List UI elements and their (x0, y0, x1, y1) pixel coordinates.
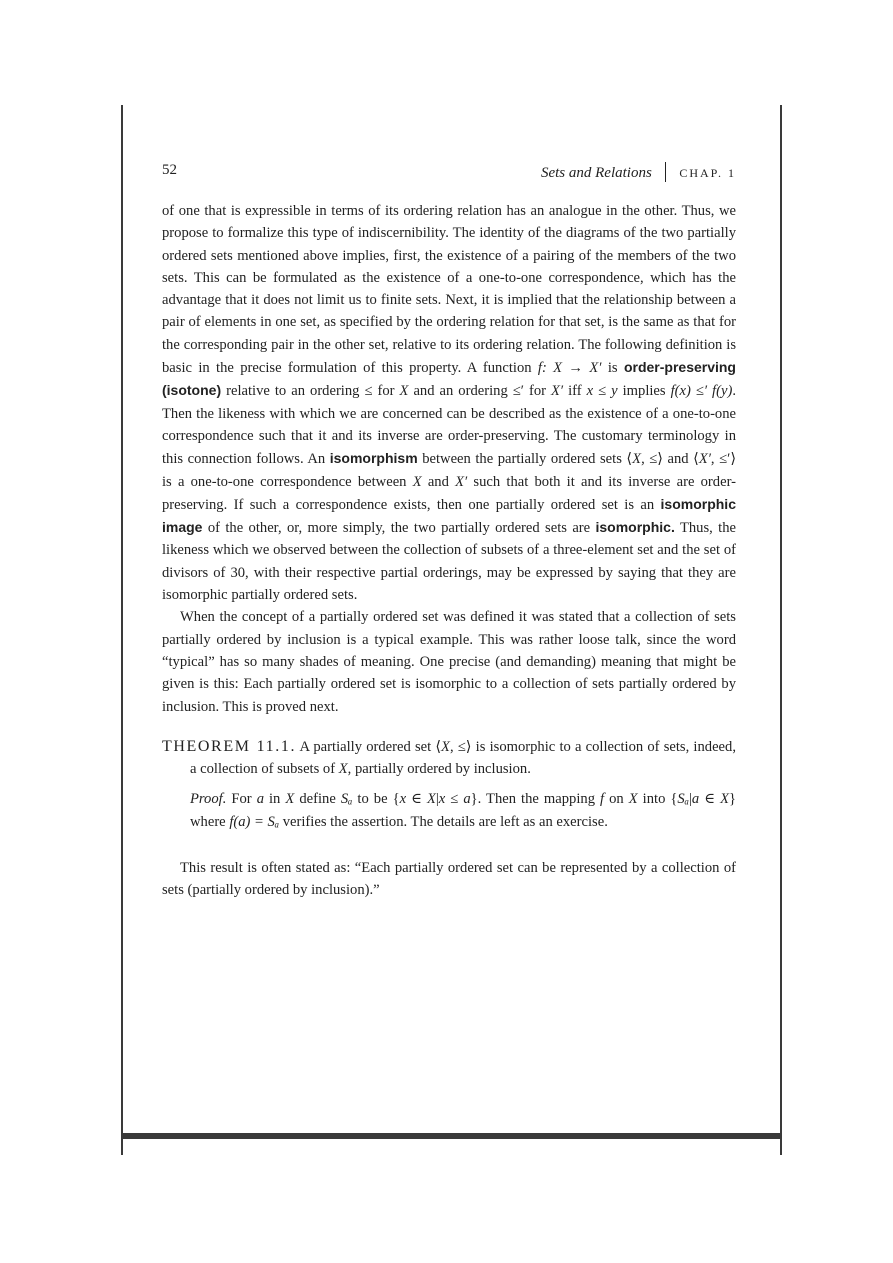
left-page-border-lower (121, 1139, 123, 1155)
page-number: 52 (162, 162, 177, 178)
book-page (162, 158, 736, 902)
theorem-11-1 (162, 736, 736, 781)
paragraph-closing: This result is often stated as: “Each partially ordered set can be represented by a collection of sets (partially ordered by inclusion).” (162, 860, 736, 899)
proof (162, 788, 736, 833)
term-isomorphism: isomorphism (329, 450, 418, 467)
running-head-right (541, 162, 736, 182)
term-isomorphic: isomorphic. (595, 519, 675, 536)
term-order-preserving: order-preserving (isotone) (162, 359, 736, 399)
running-head (162, 158, 736, 184)
book-title: Sets and Relations (540, 165, 652, 181)
right-page-border-lower (780, 1139, 782, 1155)
paragraph-definition-isomorphism: of one that is expressible in terms of its ordering relation has an analogue in the other. Thus, we propose to formalize this type of indiscernibility. The identity of the diagrams of the two partially ordered sets mentioned above implies, first, the existence of a pairing of the members of the two sets. This can be formulated as the existence of a one-to-one correspondence, which has the advantage that it does not limit us to finite sets. Next, it is implied that the relationship between a pair of elements in one set, as specified by the ordering relation for that set, is the same as that for the corresponding pair in the other set, relative to its ordering relation. The following definition is basic in the precise formulation of this property. A function f: X → X′ is order-preserving (isotone) relative to an ordering ≤ for X and an ordering ≤′ for X′ iff x ≤ y implies f(x) ≤′ f(y). Then the likeness with which we are concerned can be described as the existence of a one-to-one correspondence such that it and its inverse are order-preserving. The customary terminology in this connection follows. An isomorphism between the partially ordered sets ⟨X, ≤⟩ and ⟨X′, ≤′⟩ is a one-to-one correspondence between X and X′ such that both it and its inverse are order-preserving. If such a correspondence exists, then one partially ordered set is an isomorphic image of the other, or, more simply, the two partially ordered sets are isomorphic. Thus, the likeness which we observed between the collection of subsets of a three-element set and the set of divisors of 30, with their respective partial orderings, may be expressed by saying that they are isomorphic partially ordered sets. (162, 203, 737, 604)
bottom-page-border (121, 1133, 782, 1139)
header-separator (665, 162, 667, 182)
theorem-statement: THEOREM 11.1. A partially ordered set ⟨X, ≤⟩ is isomorphic to a collection of sets, indeed, a collection of subsets of X, partially ordered by inclusion. (162, 737, 736, 778)
proof-label: Proof. (190, 791, 227, 808)
proof-text: Proof. For a in X define Sₐ to be {x ∈ X|x ≤ a}. Then the mapping f on X into {Sₐ|a ∈ X} where f(a) = Sₐ verifies the assertion. The details are left as an exercise. (190, 791, 736, 830)
term-isomorphic-image: isomorphic image (162, 495, 736, 536)
theorem-label: THEOREM 11.1. (162, 737, 297, 755)
paragraph-typical-example: When the concept of a partially ordered set was defined it was stated that a collection of sets partially ordered by inclusion is a typical example. This was rather loose talk, since the word “typical” has so many shades of meaning. One precise (and demanding) meaning that might be given is this: Each partially ordered set is isomorphic to a collection of sets partially ordered by inclusion. This is proved next. (162, 609, 736, 715)
right-page-border (780, 105, 782, 1135)
left-page-border (121, 105, 123, 1135)
chapter-label: CHAP. 1 (679, 166, 736, 180)
